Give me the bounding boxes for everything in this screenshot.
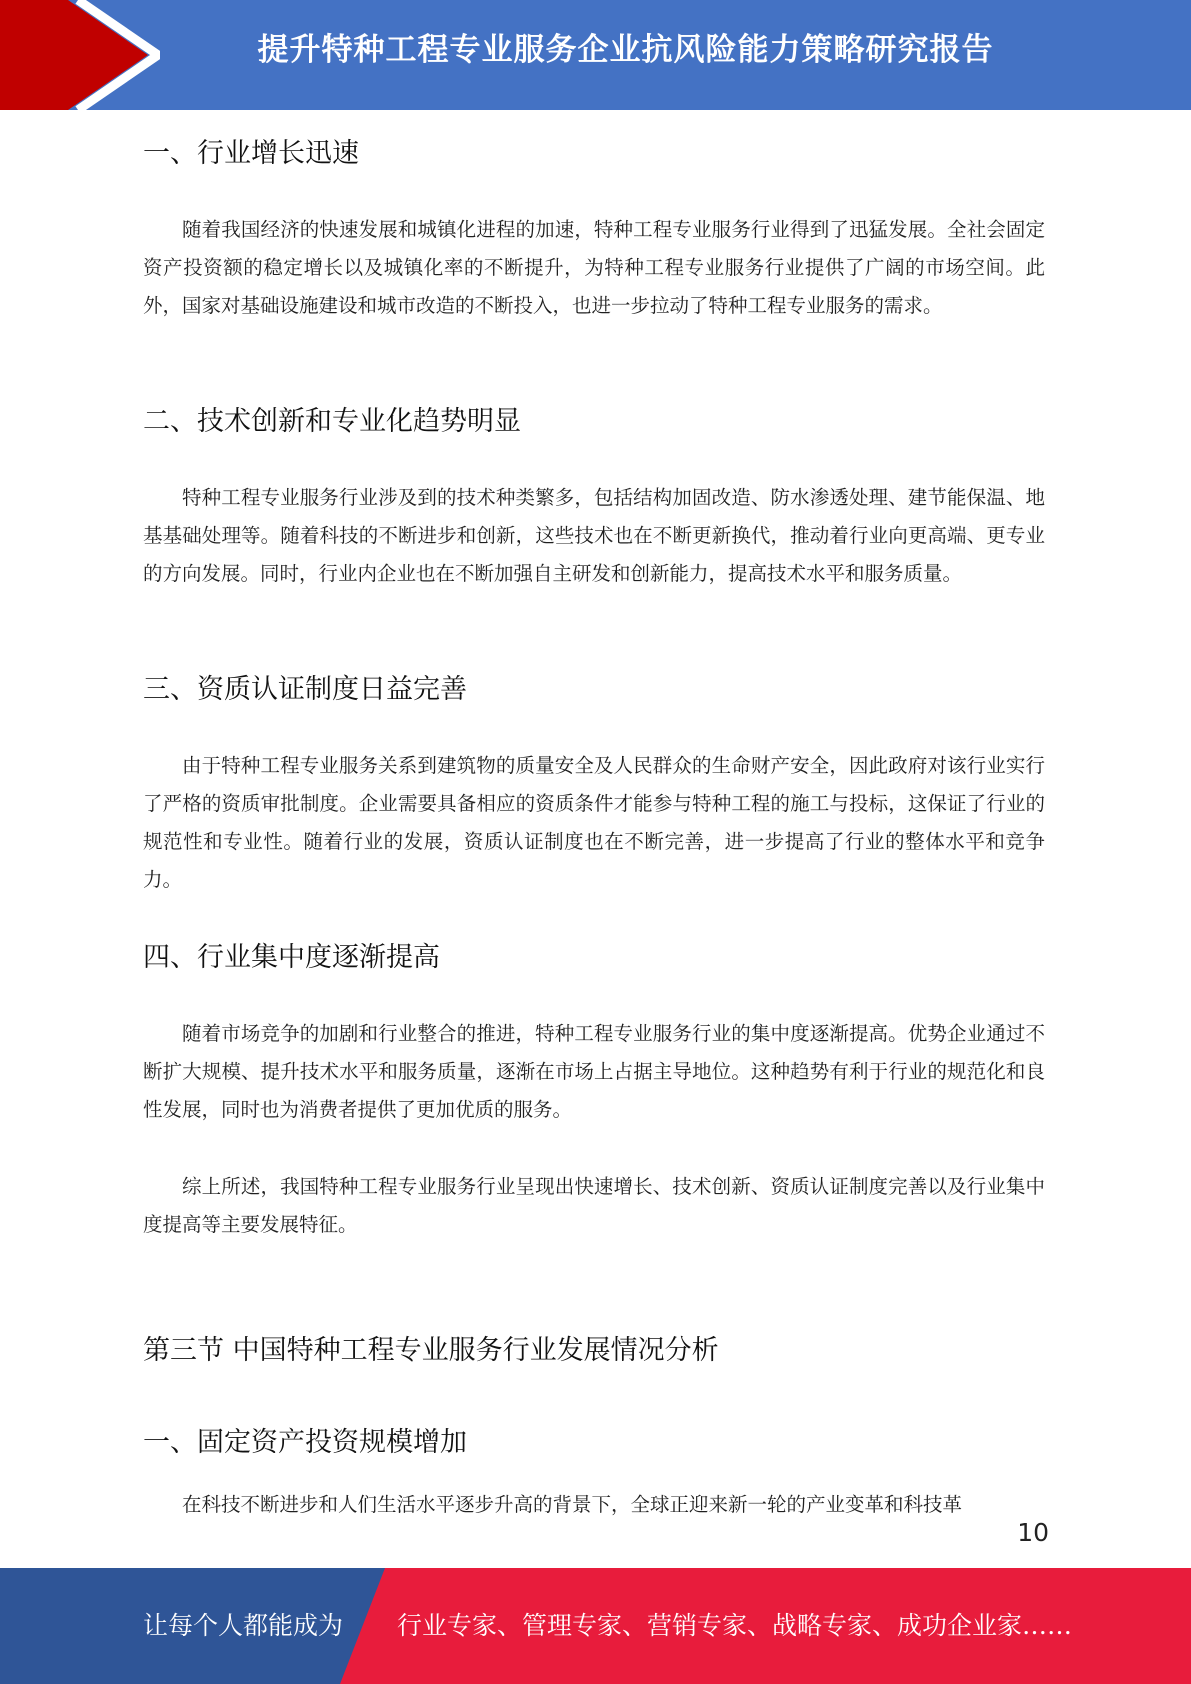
- section-paragraph-2: 特种工程专业服务行业涉及到的技术种类繁多，包括结构加固改造、防水渗透处理、建节能保温、地基基础处理等。随着科技的不断进步和创新，这些技术也在不断更新换代，推动着行业向更高端、更专业的方向发展。同时，行业内企业也在不断加强自主研发和创新能力，提高技术水平和服务质量。: [143, 486, 1045, 585]
- header-chevron-icon: [0, 0, 160, 110]
- page-number: 10: [1017, 1518, 1049, 1547]
- summary-paragraph: 综上所述，我国特种工程专业服务行业呈现出快速增长、技术创新、资质认证制度完善以及行业集中度提高等主要发展特征。: [143, 1175, 1045, 1236]
- page-header: [0, 0, 1191, 110]
- chapter-section-title: 第三节 中国特种工程专业服务行业发展情况分析: [143, 1335, 719, 1366]
- page-footer: [0, 1568, 1191, 1684]
- section-heading-4: 四、行业集中度逐渐提高: [143, 942, 440, 973]
- subsection-heading: 一、固定资产投资规模增加: [143, 1427, 467, 1458]
- section-heading-3: 三、资质认证制度日益完善: [143, 674, 467, 705]
- section-paragraph-4: 随着市场竞争的加剧和行业整合的推进，特种工程专业服务行业的集中度逐渐提高。优势企业通过不断扩大规模、提升技术水平和服务质量，逐渐在市场上占据主导地位。这种趋势有利于行业的规范化和良性发展，同时也为消费者提供了更加优质的服务。: [143, 1022, 1045, 1121]
- section-paragraph-1: 随着我国经济的快速发展和城镇化进程的加速，特种工程专业服务行业得到了迅猛发展。全社会固定资产投资额的稳定增长以及城镇化率的不断提升，为特种工程专业服务行业提供了广阔的市场空间。此外，国家对基础设施建设和城市改造的不断投入，也进一步拉动了特种工程专业服务的需求。: [143, 218, 1045, 317]
- section-paragraph-3: 由于特种工程专业服务关系到建筑物的质量安全及人民群众的生命财产安全，因此政府对该行业实行了严格的资质审批制度。企业需要具备相应的资质条件才能参与特种工程的施工与投标，这保证了行业的规范性和专业性。随着行业的发展，资质认证制度也在不断完善，进一步提高了行业的整体水平和竞争力。: [143, 754, 1045, 891]
- footer-slogan-left: 让每个人都能成为: [143, 1611, 344, 1640]
- report-title: 提升特种工程专业服务企业抗风险能力策略研究报告: [257, 32, 994, 68]
- section-heading-1: 一、行业增长迅速: [143, 138, 359, 169]
- subsection-paragraph: 在科技不断进步和人们生活水平逐步升高的背景下，全球正迎来新一轮的产业变革和科技革: [182, 1493, 963, 1516]
- footer-slogan-right: 行业专家、管理专家、营销专家、战略专家、成功企业家……: [397, 1611, 1073, 1640]
- section-heading-2: 二、技术创新和专业化趋势明显: [143, 406, 521, 437]
